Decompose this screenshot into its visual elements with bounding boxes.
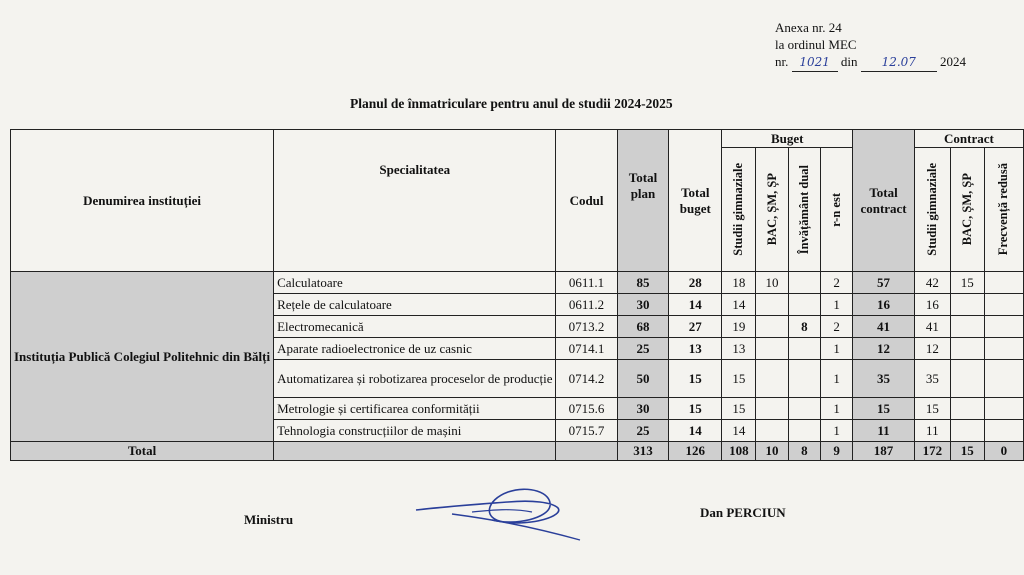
budget-dual-cell xyxy=(788,398,820,420)
budget-sg-cell: 14 xyxy=(722,420,756,442)
budget-bac-cell: 10 xyxy=(756,272,788,294)
total-contract-cell: 15 xyxy=(853,398,915,420)
contract-bac-cell: 15 xyxy=(950,272,984,294)
contract-fr-cell xyxy=(984,316,1023,338)
budget-sg-cell: 13 xyxy=(722,338,756,360)
total-plan-cell: 30 xyxy=(617,398,669,420)
total-budget-cell: 14 xyxy=(669,420,722,442)
specialty-cell: Rețele de calculatoare xyxy=(274,294,556,316)
contract-fr-cell xyxy=(984,338,1023,360)
total-budget-rn: 9 xyxy=(820,442,852,461)
code-cell: 0611.2 xyxy=(556,294,617,316)
total-contract-cell: 11 xyxy=(853,420,915,442)
total-contract-sum: 187 xyxy=(853,442,915,461)
total-budget-cell: 27 xyxy=(669,316,722,338)
total-label: Total xyxy=(11,442,274,461)
contract-bac-cell xyxy=(950,360,984,398)
budget-sg-cell: 15 xyxy=(722,360,756,398)
code-cell: 0715.6 xyxy=(556,398,617,420)
annex-number: Anexa nr. 24 xyxy=(775,20,842,35)
specialty-cell: Metrologie și certificarea conformității xyxy=(274,398,556,420)
budget-bac-cell xyxy=(756,316,788,338)
budget-rn-cell: 1 xyxy=(820,294,852,316)
annex-order-ref: la ordinul MEC xyxy=(775,37,857,52)
budget-dual-cell xyxy=(788,360,820,398)
total-plan-sum: 313 xyxy=(617,442,669,461)
budget-dual-cell xyxy=(788,420,820,442)
header-budget-studii-gimnaziale: Studii gimnaziale xyxy=(722,148,756,272)
budget-dual-cell xyxy=(788,338,820,360)
specialty-cell: Tehnologia construcțiilor de mașini xyxy=(274,420,556,442)
annex-order-date: 12.07 xyxy=(861,54,937,72)
budget-rn-cell: 1 xyxy=(820,360,852,398)
signatory-role: Ministru xyxy=(244,512,294,527)
header-contract-studii-gimnaziale: Studii gimnaziale xyxy=(914,148,950,272)
contract-sg-cell: 15 xyxy=(914,398,950,420)
code-cell: 0714.2 xyxy=(556,360,617,398)
contract-sg-cell: 12 xyxy=(914,338,950,360)
annex-order-line xyxy=(775,53,966,72)
total-contract-cell: 35 xyxy=(853,360,915,398)
contract-sg-cell: 35 xyxy=(914,360,950,398)
budget-bac-cell xyxy=(756,360,788,398)
total-code-empty xyxy=(556,442,617,461)
total-contract-cell: 12 xyxy=(853,338,915,360)
budget-sg-cell: 15 xyxy=(722,398,756,420)
header-code: Codul xyxy=(556,130,617,272)
header-budget-bac: BAC, ȘM, ȘP xyxy=(756,148,788,272)
contract-fr-cell xyxy=(984,420,1023,442)
enrollment-table xyxy=(10,129,1024,461)
handwritten-signature xyxy=(412,482,592,544)
contract-bac-cell xyxy=(950,338,984,360)
contract-sg-cell: 41 xyxy=(914,316,950,338)
contract-bac-cell xyxy=(950,420,984,442)
budget-dual-cell xyxy=(788,272,820,294)
header-total-plan: Total plan xyxy=(617,130,669,272)
header-contract-group: Contract xyxy=(914,130,1023,148)
budget-bac-cell xyxy=(756,420,788,442)
total-budget-cell: 28 xyxy=(669,272,722,294)
institution-name: Instituția Publică Colegiul Politehnic din Bălți xyxy=(11,272,274,442)
total-budget-sg: 108 xyxy=(722,442,756,461)
budget-bac-cell xyxy=(756,294,788,316)
header-total-budget: Total buget xyxy=(669,130,722,272)
total-plan-cell: 68 xyxy=(617,316,669,338)
total-budget-cell: 14 xyxy=(669,294,722,316)
contract-fr-cell xyxy=(984,398,1023,420)
total-budget-cell: 13 xyxy=(669,338,722,360)
total-plan-cell: 30 xyxy=(617,294,669,316)
annex-din-label: din xyxy=(840,54,858,69)
total-budget-cell: 15 xyxy=(669,360,722,398)
budget-rn-cell: 1 xyxy=(820,420,852,442)
budget-sg-cell: 18 xyxy=(722,272,756,294)
header-contract-frecventa-redusa: Frecvență redusă xyxy=(984,148,1023,272)
code-cell: 0611.1 xyxy=(556,272,617,294)
total-plan-cell: 25 xyxy=(617,338,669,360)
contract-sg-cell: 42 xyxy=(914,272,950,294)
budget-sg-cell: 14 xyxy=(722,294,756,316)
total-budget-cell: 15 xyxy=(669,398,722,420)
annex-year: 2024 xyxy=(940,54,966,69)
contract-sg-cell: 11 xyxy=(914,420,950,442)
total-budget-dual: 8 xyxy=(788,442,820,461)
budget-dual-cell: 8 xyxy=(788,316,820,338)
specialty-cell: Automatizarea și robotizarea proceselor de producție xyxy=(274,360,556,398)
annex-nr-prefix: nr. xyxy=(775,54,789,69)
contract-bac-cell xyxy=(950,294,984,316)
header-institution: Denumirea instituției xyxy=(11,130,274,272)
contract-fr-cell xyxy=(984,294,1023,316)
table-row xyxy=(11,272,1024,294)
signatory-name: Dan PERCIUN xyxy=(700,505,786,520)
total-budget-bac: 10 xyxy=(756,442,788,461)
budget-bac-cell xyxy=(756,398,788,420)
budget-bac-cell xyxy=(756,338,788,360)
document-title: Planul de înmatriculare pentru anul de studii 2024-2025 xyxy=(350,96,673,111)
specialty-cell: Electromecanică xyxy=(274,316,556,338)
total-contract-bac: 15 xyxy=(950,442,984,461)
header-contract-bac: BAC, ȘM, ȘP xyxy=(950,148,984,272)
contract-bac-cell xyxy=(950,398,984,420)
code-cell: 0715.7 xyxy=(556,420,617,442)
budget-sg-cell: 19 xyxy=(722,316,756,338)
total-specialty-empty xyxy=(274,442,556,461)
total-budget-sum: 126 xyxy=(669,442,722,461)
annex-order-number: 1021 xyxy=(792,54,838,72)
code-cell: 0713.2 xyxy=(556,316,617,338)
code-cell: 0714.1 xyxy=(556,338,617,360)
specialty-cell: Aparate radioelectronice de uz casnic xyxy=(274,338,556,360)
header-specialty: Specialitatea xyxy=(274,130,556,272)
header-budget-rn-est: r-n est xyxy=(820,148,852,272)
total-contract-cell: 57 xyxy=(853,272,915,294)
total-contract-cell: 16 xyxy=(853,294,915,316)
header-budget-group: Buget xyxy=(722,130,853,148)
budget-rn-cell: 2 xyxy=(820,316,852,338)
specialty-cell: Calculatoare xyxy=(274,272,556,294)
contract-fr-cell xyxy=(984,272,1023,294)
budget-rn-cell: 1 xyxy=(820,398,852,420)
header-total-contract: Total contract xyxy=(853,130,915,272)
contract-sg-cell: 16 xyxy=(914,294,950,316)
total-contract-sg: 172 xyxy=(914,442,950,461)
annex-reference xyxy=(775,19,966,72)
budget-dual-cell xyxy=(788,294,820,316)
total-plan-cell: 85 xyxy=(617,272,669,294)
budget-rn-cell: 2 xyxy=(820,272,852,294)
total-row xyxy=(11,442,1024,461)
total-contract-cell: 41 xyxy=(853,316,915,338)
total-contract-fr: 0 xyxy=(984,442,1023,461)
budget-rn-cell: 1 xyxy=(820,338,852,360)
total-plan-cell: 25 xyxy=(617,420,669,442)
total-plan-cell: 50 xyxy=(617,360,669,398)
contract-bac-cell xyxy=(950,316,984,338)
header-budget-dual: Învățământ dual xyxy=(788,148,820,272)
contract-fr-cell xyxy=(984,360,1023,398)
